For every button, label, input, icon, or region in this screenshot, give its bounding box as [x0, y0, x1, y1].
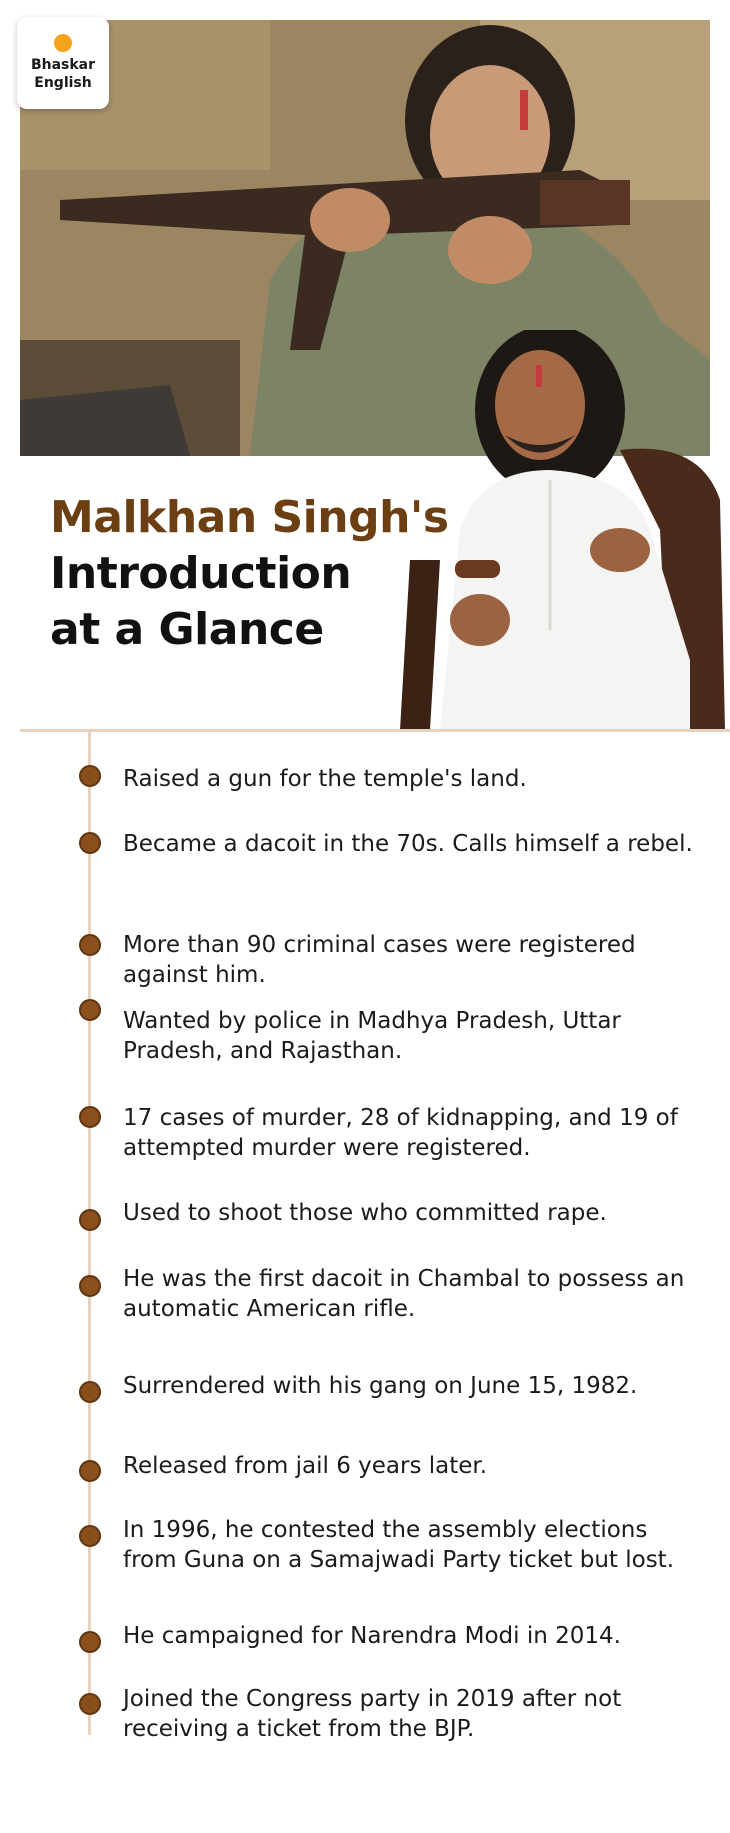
fact-text: He was the first dacoit in Chambal to possess an automatic American rifle. [123, 1266, 685, 1322]
timeline-line [88, 730, 91, 1735]
timeline-bullet-icon [79, 1381, 101, 1403]
timeline-bullet-icon [79, 1693, 101, 1715]
timeline-bullet-icon [79, 934, 101, 956]
fact-text: Used to shoot those who committed rape. [123, 1200, 607, 1226]
timeline-bullet-icon [79, 1275, 101, 1297]
timeline-bullet-icon [79, 832, 101, 854]
timeline-bullet-icon [79, 1106, 101, 1128]
fact-text: He campaigned for Narendra Modi in 2014. [123, 1623, 621, 1649]
fact-text: Raised a gun for the temple's land. [123, 766, 527, 792]
timeline-bullet-icon [79, 1209, 101, 1231]
timeline-bullet-icon [79, 1631, 101, 1653]
fact-text: In 1996, he contested the assembly elections from Guna on a Samajwadi Party ticket but lost. [123, 1517, 675, 1573]
logo-text-line1: Bhaskar [30, 57, 96, 73]
fact-text: Joined the Congress party in 2019 after not receiving a ticket from the BJP. [123, 1686, 622, 1742]
logo-text-line2: English [34, 75, 92, 91]
fact-text: 17 cases of murder, 28 of kidnapping, and 19 of attempted murder were registered. [123, 1105, 678, 1161]
fact-text: Surrendered with his gang on June 15, 1982. [123, 1373, 638, 1399]
sun-dot-icon [54, 34, 72, 52]
fact-text: More than 90 criminal cases were registered against him. [123, 932, 636, 988]
fact-text: Became a dacoit in the 70s. Calls himself a rebel. [123, 831, 693, 857]
title-name: Malkhan Singh's [50, 492, 449, 543]
fact-text: Released from jail 6 years later. [123, 1453, 488, 1479]
portrait-seated-man [400, 330, 730, 730]
title-subtitle: Introduction at a Glance [50, 548, 352, 655]
section-divider [20, 729, 730, 732]
timeline-bullet-icon [79, 1460, 101, 1482]
timeline-bullet-icon [79, 1525, 101, 1547]
timeline-bullet-icon [79, 999, 101, 1021]
fact-text: Wanted by police in Madhya Pradesh, Uttar Pradesh, and Rajasthan. [123, 1008, 621, 1064]
timeline-bullet-icon [79, 765, 101, 787]
bhaskar-english-logo[interactable] [17, 17, 109, 109]
